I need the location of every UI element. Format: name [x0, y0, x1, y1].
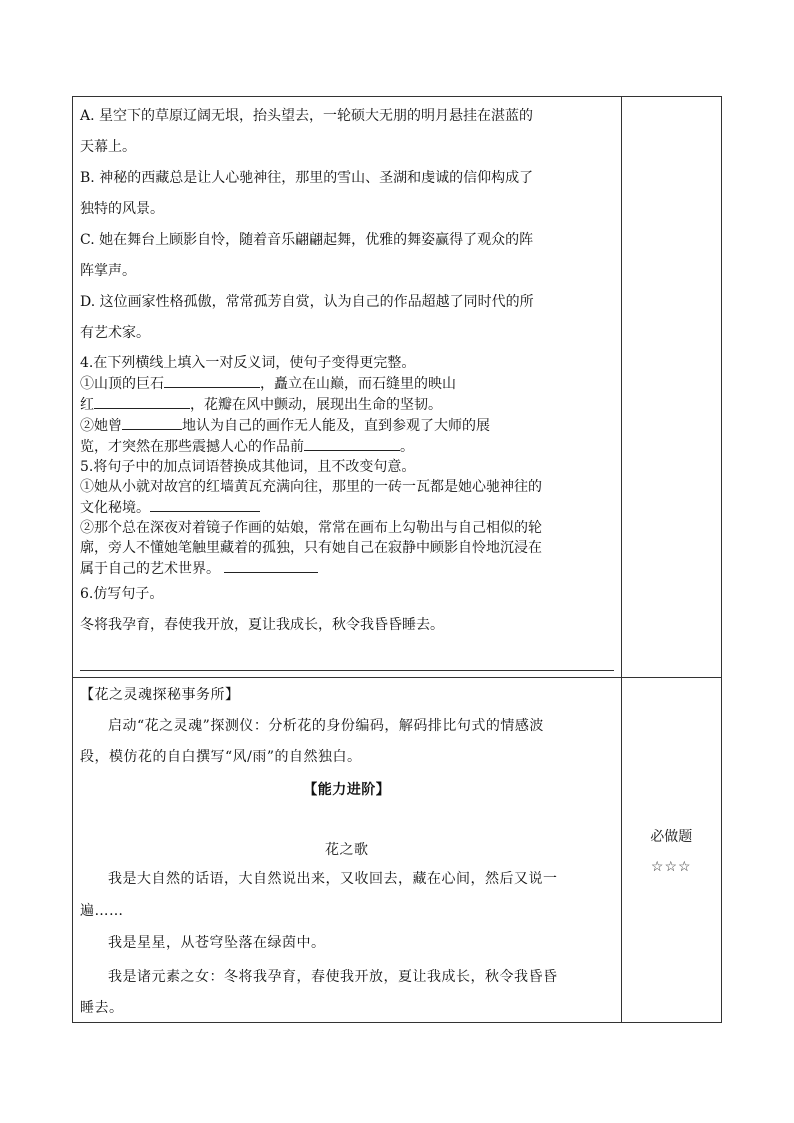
- worksheet-table: [72, 96, 722, 1023]
- option-d-line2: 有艺术家。: [80, 325, 150, 341]
- q5-s2-text-c: 属于自己的艺术世界。: [80, 561, 220, 577]
- section-cell: [73, 678, 622, 1023]
- questions-cell: [73, 97, 622, 678]
- q4-s2-line2: [80, 436, 614, 457]
- option-c-line1: C. 她在舞台上顾影自怜，随着音乐翩翩起舞，优雅的舞姿赢得了观众的阵: [80, 232, 534, 248]
- q5-s2-line3: [80, 558, 614, 579]
- q4-s1-line1: [80, 373, 614, 394]
- poem-p2: 我是星星，从苍穹坠落在绿茵中。: [108, 935, 326, 951]
- question-row: [73, 97, 722, 678]
- q5-s1-line2: [80, 497, 614, 518]
- section-row: [73, 678, 722, 1023]
- q4-s2-text-b: 地认为自己的画作无人能及，直到参观了大师的展: [182, 418, 490, 434]
- option-c-line2: 阵掌声。: [80, 263, 136, 279]
- side-label-block: [622, 822, 722, 882]
- ability-heading: 【能力进阶】: [303, 782, 391, 798]
- q4-title: 4.在下列横线上填入一对反义词，使句子变得更完整。: [80, 355, 416, 371]
- q5-s2-line1: ②那个总在深夜对着镜子作画的姑娘，常常在画布上勾勒出与自己相似的轮: [80, 520, 542, 536]
- poem-p3-line2: 睡去。: [80, 1000, 124, 1016]
- q5-title: 5.将句子中的加点词语替换成其他词，且不改变句意。: [80, 459, 416, 475]
- q4-s1-text-c: 红: [80, 397, 94, 413]
- poem-p1-line2: 遍……: [80, 903, 124, 919]
- answer-blank[interactable]: [304, 436, 400, 451]
- answer-blank[interactable]: [94, 394, 190, 409]
- q5-s1-text-b: 文化秘境。: [80, 500, 150, 516]
- q4-s1-text-d: ，花瓣在风中颤动，展现出生命的坚韧。: [190, 397, 442, 413]
- q4-s1-text-a: ①山顶的巨石: [80, 376, 164, 392]
- q4-s1-line2: [80, 394, 614, 415]
- answer-blank[interactable]: [150, 497, 260, 512]
- section-heading: 【花之灵魂探秘事务所】: [80, 687, 240, 703]
- q4-s2-line1: [80, 415, 614, 436]
- poem-title: 花之歌: [325, 842, 369, 858]
- answer-blank[interactable]: [164, 373, 260, 388]
- q4-s1-text-b: ，矗立在山巅，而石缝里的映山: [260, 376, 456, 392]
- poem-p1-line1: 我是大自然的话语，大自然说出来，又收回去，藏在心间，然后又说一: [108, 871, 558, 887]
- option-a-line1: A. 星空下的草原辽阔无垠，抬头望去，一轮硕大无朋的明月悬挂在湛蓝的: [80, 108, 534, 124]
- required-label: 必做题: [650, 829, 693, 845]
- q5-s1-line1: ①她从小就对故宫的红墙黄瓦充满向往，那里的一砖一瓦都是她心驰神往的: [80, 479, 542, 495]
- q4-s2-text-a: ②她曾: [80, 418, 122, 434]
- q5-s2-line2: 廓，旁人不懂她笔触里藏着的孤独，只有她自己在寂静中顾影自怜地沉浸在: [80, 540, 542, 556]
- answer-blank[interactable]: [122, 415, 182, 430]
- q4-s2-text-c: 览，才突然在那些震撼人心的作品前: [80, 439, 304, 455]
- side-cell-empty: [621, 97, 722, 678]
- answer-blank[interactable]: [224, 558, 318, 573]
- poem-p3-line1: 我是诸元素之女：冬将我孕育，春使我开放，夏让我成长，秋令我昏昏: [108, 969, 558, 985]
- option-d-line1: D. 这位画家性格孤傲，常常孤芳自赏，认为自己的作品超越了同时代的所: [80, 294, 534, 310]
- star-rating: ☆☆☆: [650, 859, 692, 875]
- writing-line[interactable]: [80, 670, 614, 671]
- side-cell-required: [621, 678, 722, 1023]
- q6-sentence: 冬将我孕育，春使我开放，夏让我成长，秋令我昏昏睡去。: [80, 617, 444, 633]
- option-b-line2: 独特的风景。: [80, 201, 164, 217]
- q4-s2-text-d: 。: [400, 439, 414, 455]
- option-a-line2: 天幕上。: [80, 139, 136, 155]
- section-intro-line1: 启动“花之灵魂”探测仪：分析花的身份编码，解码排比句式的情感波: [108, 718, 544, 734]
- q6-title: 6.仿写句子。: [80, 586, 164, 602]
- section-intro-line2: 段，模仿花的自白撰写“风/雨”的自然独白。: [80, 749, 362, 765]
- option-b-line1: B. 神秘的西藏总是让人心驰神往，那里的雪山、圣湖和虔诚的信仰构成了: [80, 170, 534, 186]
